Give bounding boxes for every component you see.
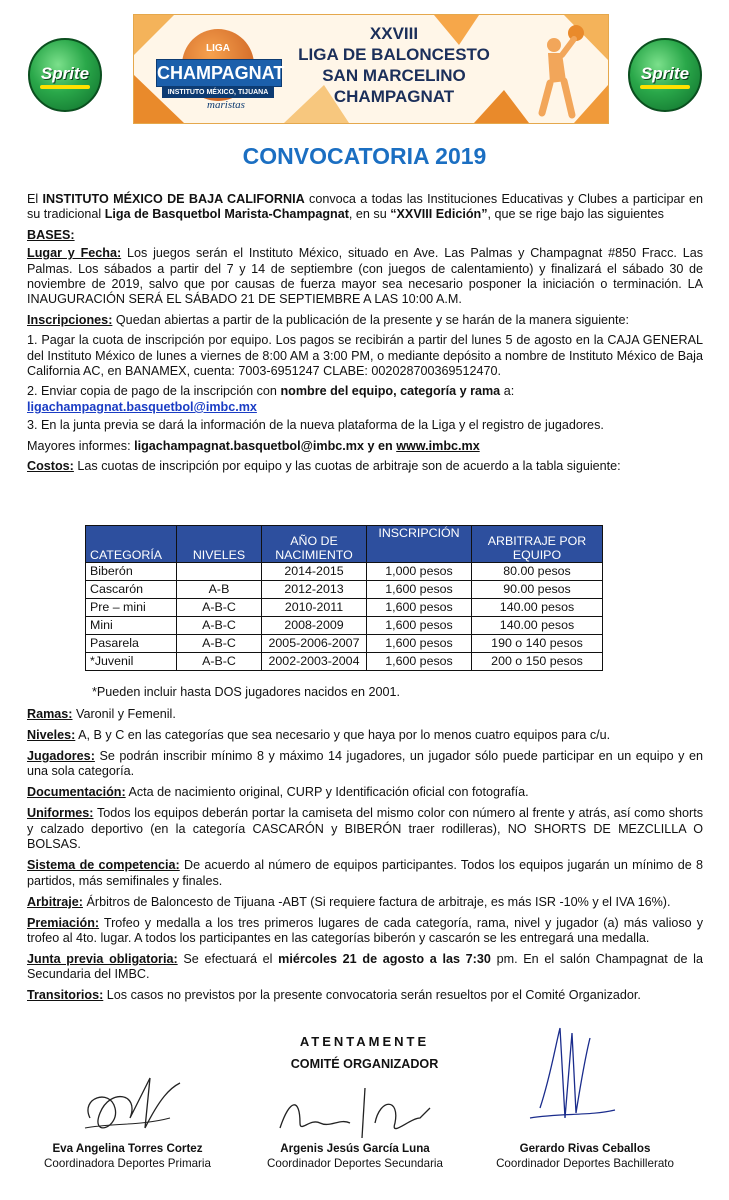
- table-cell: 2014-2015: [262, 563, 367, 581]
- sprite-swoosh-icon: [40, 85, 90, 89]
- rule-text: pm. En el salón Champagnat de la Secundaria del IMBC.: [27, 952, 703, 982]
- table-row: [86, 563, 603, 581]
- inscripciones-label: Inscripciones:: [27, 312, 113, 327]
- inscripciones-text: Quedan abiertas a partir de la publicación de la presente y se harán de la manera siguiente:: [112, 312, 630, 327]
- lugar-label: Lugar y Fecha:: [27, 246, 122, 261]
- signer-name: Argenis Jesús García Luna: [280, 1142, 430, 1155]
- signature-block-primaria: [25, 1141, 230, 1171]
- table-cell: A-B: [177, 581, 262, 599]
- signer-role: Coordinador Deportes Bachillerato: [496, 1157, 674, 1170]
- lugar-text: Los juegos serán el Instituto México, situado en Ave. Las Palmas y Champagnat #850 Fracc. Las Palmas. Los sábados a partir del 7 y 14 de septiembre (con juegos de calentamiento) y finalizará el sábado 30 de noviembre de 2019, salvo que por causas de fuerza mayor sea necesario posponer la iniciación o terminación. LA INAUGURACIÓN SERÁ EL SÁBADO 21 DE SEPTIEMBRE A LAS 10:00 A.M.: [27, 246, 703, 307]
- email-link[interactable]: ligachampagnat.basquetbol@imbc.mx: [27, 399, 257, 414]
- table-cell: 1,600 pesos: [367, 653, 472, 671]
- banner-line: SAN MARCELINO: [322, 66, 466, 85]
- rule-label: Jugadores:: [27, 749, 95, 763]
- rule-text: Se podrán inscribir mínimo 8 y máximo 14 jugadores, un jugador sólo puede participar en un equipo y en una sola categoría.: [27, 749, 703, 779]
- rule-label: Arbitraje:: [27, 894, 83, 909]
- table-cell: Mini: [86, 617, 177, 635]
- mayores-email: ligachampagnat.basquetbol@imbc.mx y en: [134, 438, 397, 453]
- table-cell: 90.00 pesos: [472, 581, 603, 599]
- table-cell: A-B-C: [177, 653, 262, 671]
- item2-bold: nombre del equipo, categoría y rama: [280, 384, 501, 399]
- sprite-logo-left: [28, 38, 102, 112]
- table-cell: [177, 563, 262, 581]
- col-header-inscripcion: INSCRIPCIÓN: [367, 526, 472, 563]
- signer-name: Eva Angelina Torres Cortez: [52, 1142, 203, 1155]
- table-cell: Cascarón: [86, 581, 177, 599]
- col-header-nacimiento: AÑO DE NACIMIENTO: [262, 526, 367, 563]
- rule-premiacion: [27, 916, 703, 947]
- banner-line: CHAMPAGNAT: [333, 87, 455, 106]
- table-cell: 140.00 pesos: [472, 599, 603, 617]
- fees-table: [85, 525, 603, 671]
- rule-label: Sistema de competencia:: [27, 858, 180, 873]
- table-row: [86, 617, 603, 635]
- table-cell: 80.00 pesos: [472, 563, 603, 581]
- rule-label: Uniformes:: [27, 806, 94, 821]
- costos-paragraph: [27, 459, 703, 474]
- bases-heading: BASES:: [27, 227, 75, 242]
- edition-name: “XXVIII Edición”: [390, 207, 488, 222]
- table-cell: 1,600 pesos: [367, 581, 472, 599]
- table-row: [86, 635, 603, 653]
- banner-line: XXVIII: [369, 24, 419, 43]
- table-row: [86, 581, 603, 599]
- liga-logo-script: maristas: [207, 99, 245, 111]
- banner-title: [294, 23, 494, 107]
- sprite-logo-text: Sprite: [40, 64, 90, 83]
- inscripciones-item-2: [27, 384, 703, 415]
- rule-text: Los casos no previstos por la presente convocatoria serán resueltos por el Comité Organizador.: [103, 988, 641, 1003]
- table-note: *Pueden incluir hasta DOS jugadores nacidos en 2001.: [92, 685, 401, 699]
- table-cell: 2008-2009: [262, 617, 367, 635]
- table-cell: 2012-2013: [262, 581, 367, 599]
- inscripciones-paragraph: [27, 313, 703, 328]
- mayores-informes: [27, 439, 703, 454]
- table-cell: *Juvenil: [86, 653, 177, 671]
- rule-ramas: [27, 707, 703, 722]
- table-row: [86, 653, 603, 671]
- rule-transitorios: [27, 988, 703, 1003]
- signer-role: Coordinador Deportes Secundaria: [267, 1157, 443, 1170]
- inscripciones-item-1: 1. Pagar la cuota de inscripción por equipo. Los pagos se recibirán a partir del lunes 5 de agosto en la CAJA GENERAL del Instituto México de lunes a viernes de 8:00 AM a 3:00 PM, o mediante depósito a nombre de Instituto México de Baja California AC, en BANAMEX, cuenta: 7003-6951247 CLABE: 002028700369512470.: [27, 333, 703, 379]
- table-cell: 200 o 150 pesos: [472, 653, 603, 671]
- rule-label: Documentación:: [27, 785, 126, 800]
- rule-text: Acta de nacimiento original, CURP y Identificación oficial con fotografía.: [125, 785, 529, 800]
- table-cell: Pre – mini: [86, 599, 177, 617]
- fees-table-header: [86, 526, 603, 563]
- signature-block-secundaria: [245, 1141, 465, 1171]
- sprite-logo-right: [628, 38, 702, 112]
- league-name: Liga de Basquetbol Marista-Champagnat: [104, 207, 349, 222]
- intro-text: , en su: [348, 207, 391, 222]
- atentamente-heading: ATENTAMENTE: [299, 1034, 430, 1049]
- rule-junta-previa: [27, 952, 703, 983]
- lugar-paragraph: [27, 246, 703, 308]
- col-header-arbitraje: ARBITRAJE POR EQUIPO: [472, 526, 603, 563]
- intro-paragraph: [27, 192, 703, 223]
- table-cell: 1,600 pesos: [367, 617, 472, 635]
- rule-documentacion: [27, 785, 703, 800]
- signature-torres: [70, 1068, 190, 1148]
- rule-arbitraje: [27, 895, 703, 910]
- table-cell: A-B-C: [177, 617, 262, 635]
- rule-text: De acuerdo al número de equipos participantes. Todos los equipos jugarán un mínimo de 8 partidos, más semifinales y finales.: [27, 858, 703, 888]
- rule-date: miércoles 21 de agosto a las 7:30: [278, 952, 491, 967]
- signer-role: Coordinadora Deportes Primaria: [44, 1157, 211, 1170]
- comite-heading: COMITÉ ORGANIZADOR: [290, 1057, 439, 1071]
- banner-line: LIGA DE BALONCESTO: [298, 45, 490, 64]
- rule-uniformes: [27, 806, 703, 852]
- rule-text: Todos los equipos deberán portar la camiseta del mismo color con número al frente y atrás, así como shorts y calzado deportivo (en la categoría CASCARÓN y BIBERÓN traer rodilleras), NO SHORTS DE MEZCLILLA O BOLSAS.: [27, 806, 703, 852]
- table-cell: Pasarela: [86, 635, 177, 653]
- rule-text: Varonil y Femenil.: [72, 707, 176, 721]
- liga-logo-small: LIGA: [206, 43, 230, 54]
- sprite-swoosh-icon: [640, 85, 690, 89]
- rule-label: Transitorios:: [27, 988, 104, 1003]
- website-link[interactable]: www.imbc.mx: [396, 438, 480, 453]
- rule-sistema-competencia: [27, 858, 703, 889]
- rule-jugadores: [27, 749, 703, 780]
- rule-label: Junta previa obligatoria:: [27, 952, 178, 967]
- table-cell: 1,000 pesos: [367, 563, 472, 581]
- costos-text: Las cuotas de inscripción por equipo y las cuotas de arbitraje son de acuerdo a la tabla siguiente:: [73, 459, 621, 474]
- liga-champagnat-logo: [156, 25, 285, 111]
- rule-label: Ramas:: [27, 707, 73, 721]
- rule-text: A, B y C en las categorías que sea necesario y que haya por lo menos cuatro equipos para c/u.: [75, 728, 611, 742]
- liga-logo-main: CHAMPAGNAT: [156, 59, 282, 87]
- rule-niveles: [27, 728, 703, 743]
- league-banner: [133, 14, 609, 124]
- item2-text: a:: [500, 384, 515, 399]
- costos-label: Costos:: [27, 459, 74, 474]
- table-cell: 2010-2011: [262, 599, 367, 617]
- signature-block-bachillerato: [475, 1141, 695, 1171]
- liga-logo-sub: INSTITUTO MÉXICO, TIJUANA: [162, 87, 274, 98]
- table-cell: 2002-2003-2004: [262, 653, 367, 671]
- basketball-player-icon: [506, 23, 602, 121]
- table-cell: 2005-2006-2007: [262, 635, 367, 653]
- signature-garcia: [270, 1078, 440, 1148]
- table-cell: 190 o 140 pesos: [472, 635, 603, 653]
- rule-text: Árbitros de Baloncesto de Tijuana -ABT (Si requiere factura de arbitraje, es más ISR -10% y el IVA 16%).: [82, 894, 671, 909]
- rule-text: Se efectuará el: [177, 952, 279, 967]
- table-cell: 1,600 pesos: [367, 635, 472, 653]
- rule-label: Premiación:: [27, 915, 100, 930]
- rule-text: Trofeo y medalla a los tres primeros lugares de cada categoría, rama, nivel y jugador (a) más valioso y trofeo al 4to. lugar. A todos los participantes en las categorías biberón y cascarón se les entregará una medalla.: [27, 915, 703, 946]
- mayores-text: Mayores informes:: [27, 438, 135, 453]
- table-cell: 140.00 pesos: [472, 617, 603, 635]
- rule-label: Niveles:: [27, 728, 76, 742]
- signer-name: Gerardo Rivas Ceballos: [519, 1142, 651, 1155]
- col-header-categoria: CATEGORÍA: [86, 526, 177, 563]
- table-cell: A-B-C: [177, 635, 262, 653]
- item2-text: 2. Enviar copia de pago de la inscripción con: [27, 384, 281, 399]
- institution-name: INSTITUTO MÉXICO DE BAJA CALIFORNIA: [42, 192, 305, 206]
- sprite-logo-text: Sprite: [640, 64, 690, 83]
- inscripciones-item-3: 3. En la junta previa se dará la información de la nueva plataforma de la Liga y el registro de jugadores.: [27, 418, 604, 433]
- table-cell: 1,600 pesos: [367, 599, 472, 617]
- intro-text: El: [27, 192, 43, 206]
- intro-text: convoca a todas las Instituciones Educativas y Clubes a participar en su tradicional: [27, 192, 703, 222]
- intro-text: , que se rige bajo las siguientes: [487, 207, 664, 222]
- page-title: CONVOCATORIA 2019: [242, 143, 487, 169]
- table-cell: Biberón: [86, 563, 177, 581]
- signature-rivas: [520, 1018, 620, 1138]
- rules-section: [27, 707, 703, 1009]
- table-cell: A-B-C: [177, 599, 262, 617]
- table-row: [86, 599, 603, 617]
- body-text: [27, 192, 703, 480]
- col-header-niveles: NIVELES: [177, 526, 262, 563]
